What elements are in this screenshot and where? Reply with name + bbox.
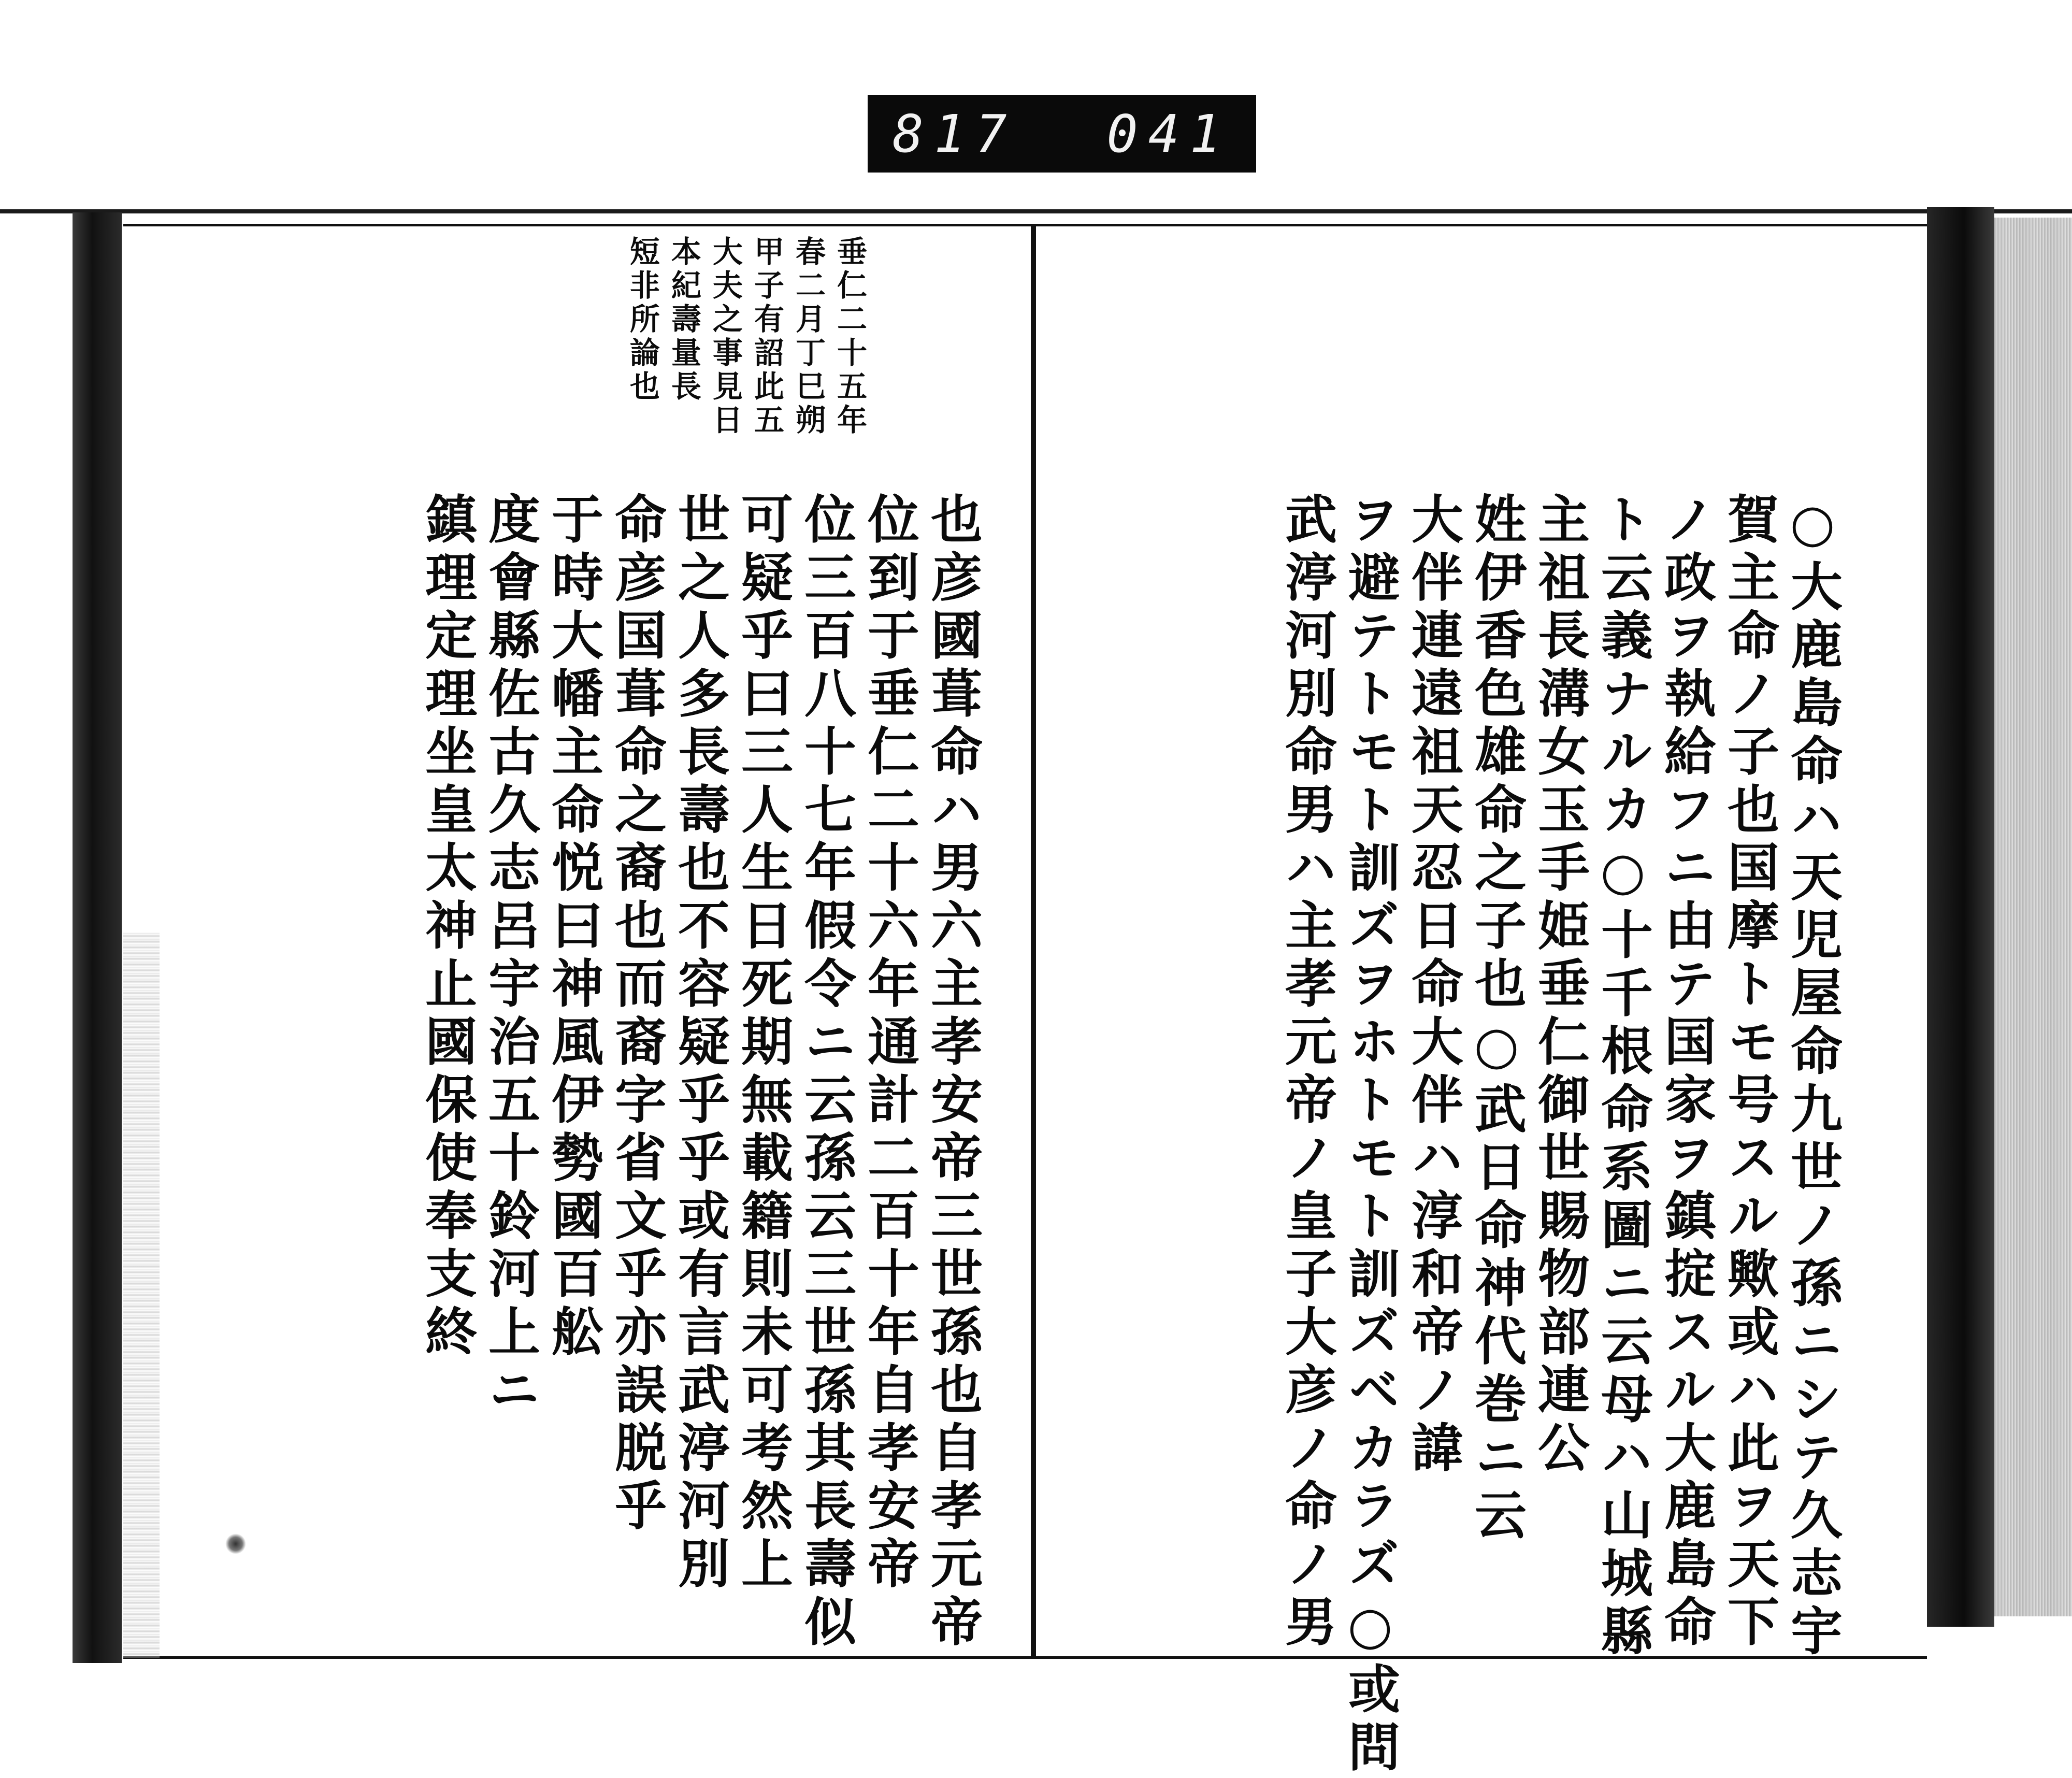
text-column: 賀主命ノ子也国摩トモ号スル歟或ハ此ヲ天下 xyxy=(1719,492,1780,1653)
right-page-text xyxy=(1129,492,1844,1778)
marginal-note-line: 短非所論也 xyxy=(624,236,660,404)
text-column: ト云義ナルカ○十千根命系圖ニ云母ハ山城縣 xyxy=(1592,492,1653,1662)
marginal-note-line: 垂仁二十五年 xyxy=(832,236,867,438)
text-column: 姓伊香色雄命之子也○武日命神代巻ニ云 xyxy=(1466,492,1527,1546)
right-binding-shadow xyxy=(1927,207,1994,1627)
book-gutter xyxy=(1031,224,1036,1659)
text-column: 命彦国葺命之裔也而裔字省文乎亦誤脱乎 xyxy=(606,492,667,1537)
text-column: 也彦國葺命ハ男六主孝安帝三世孫也自孝元帝 xyxy=(922,492,983,1653)
text-column: 度會縣佐古久志呂宇治五十鈴河上ニ xyxy=(480,492,541,1421)
text-column: 主祖長溝女玉手姫垂仁御世賜物部連公 xyxy=(1529,492,1590,1479)
left-margin-noise xyxy=(123,933,160,1658)
book-top-edge xyxy=(0,209,2072,213)
scan-label-frame: 041 xyxy=(1106,103,1231,164)
text-column: 大伴連遠祖天忍日命大伴ハ淳和帝ノ諱 xyxy=(1403,492,1464,1479)
marginal-note-line: 春二月丁巳朔 xyxy=(790,236,826,438)
scan-label-plate xyxy=(868,95,1256,173)
text-column: 于時大幡主命悦曰神風伊勢國百舩 xyxy=(543,492,604,1363)
marginal-note-line: 本紀壽量長 xyxy=(666,236,701,404)
text-column: 位到于垂仁二十六年通計二百十年自孝安帝 xyxy=(859,492,920,1595)
marginal-note-line: 甲子有詔此五 xyxy=(749,236,784,438)
text-column: 鎮理定理坐皇太神止國保使奉支終 xyxy=(416,492,478,1363)
text-column: 世之人多長壽也不容疑乎乎或有言武渟河別 xyxy=(669,492,730,1595)
text-column: 位三百八十七年假令ニ云孫云三世孫其長壽似 xyxy=(796,492,857,1653)
text-column: 可疑乎曰三人生日死期無載籍則未可考然上 xyxy=(732,492,794,1595)
left-binding-shadow xyxy=(73,212,122,1663)
text-column: ノ政ヲ執給フニ由テ国家ヲ鎮掟スル大鹿島命 xyxy=(1656,492,1717,1653)
marginal-note xyxy=(580,236,870,464)
text-column: ヲ避テトモト訓ズヲホトモト訓ズベカラズ○或問 xyxy=(1340,492,1401,1778)
page-stack-edge xyxy=(1994,218,2072,1616)
text-column: ○大鹿島命ハ天児屋命九世ノ孫ニシテ久志宇 xyxy=(1782,492,1843,1662)
marginal-note-line: 大夫之事見日 xyxy=(707,236,743,438)
left-page-text xyxy=(176,492,984,1653)
text-column: 武渟河別命男ハ主孝元帝ノ皇子大彦ノ命ノ男 xyxy=(1276,492,1337,1653)
ink-blot xyxy=(225,1533,246,1554)
scan-label-reel: 817 xyxy=(893,103,1017,164)
